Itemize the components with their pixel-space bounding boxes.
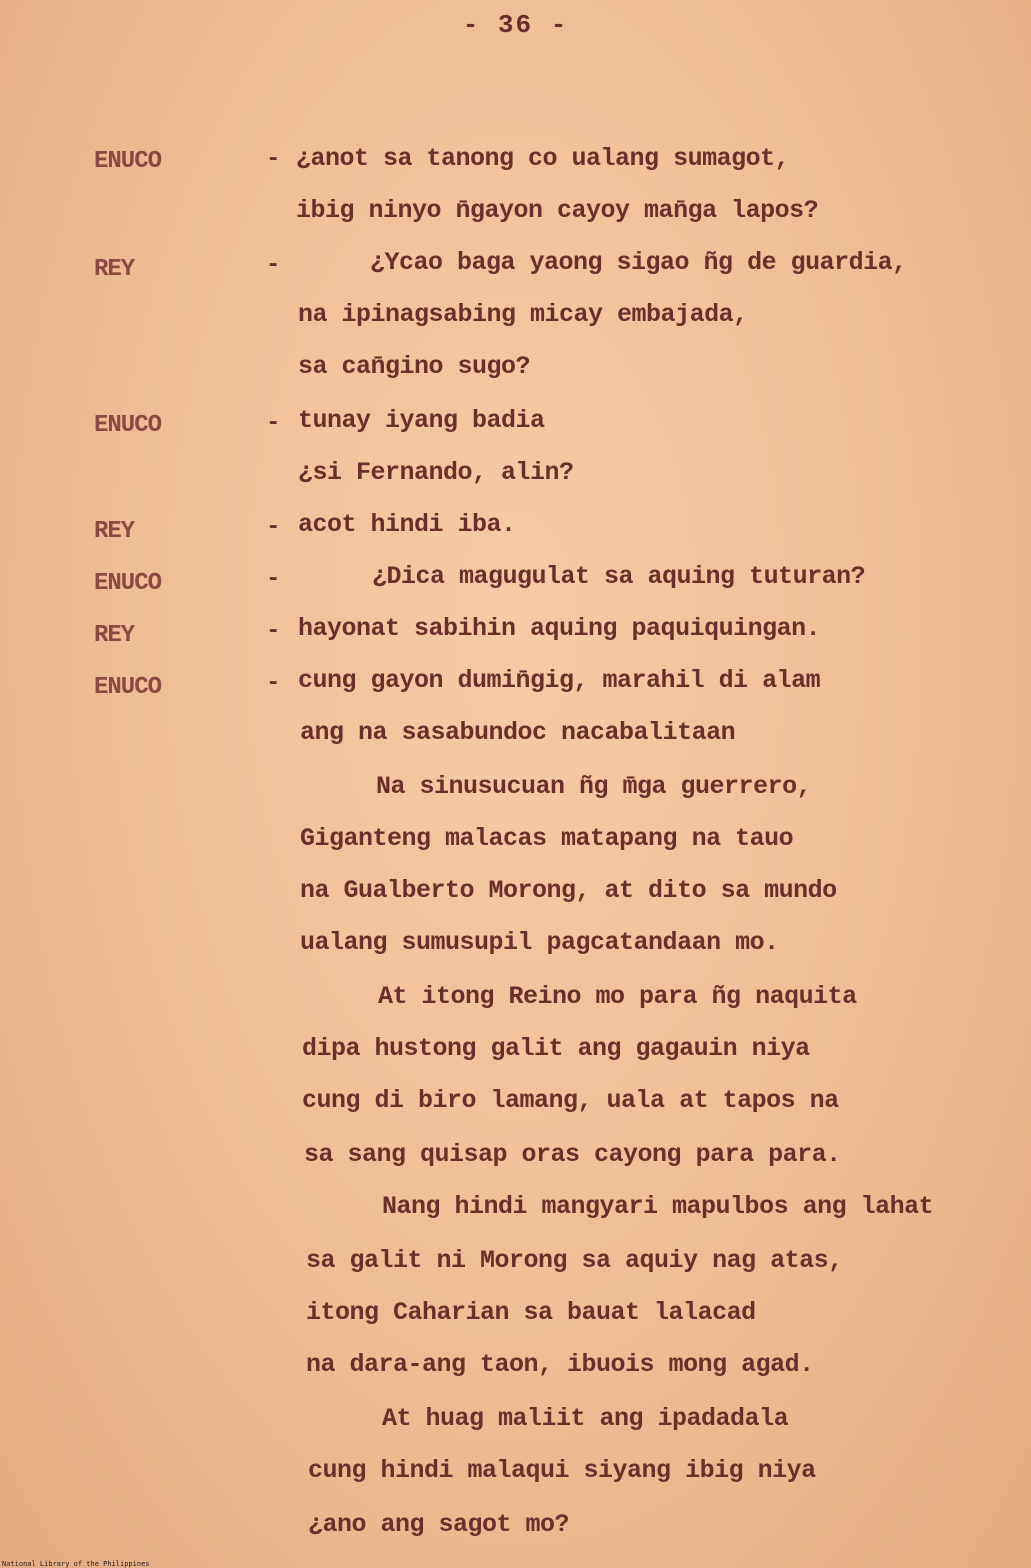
verse-line: cung gayon dumin̄gig, marahil di alam <box>298 666 821 695</box>
verse-line: ¿ano ang sagot mo? <box>308 1510 570 1539</box>
page-number: - 36 - <box>462 10 569 40</box>
verse-line: acot hindi iba. <box>298 510 516 539</box>
speaker-label: REY <box>94 622 135 649</box>
speaker-label: ENUCO <box>94 412 162 439</box>
verse-line: sa galit ni Morong sa aquiy nag atas, <box>306 1246 843 1275</box>
verse-line: na dara-ang taon, ibuois mong agad. <box>306 1350 814 1379</box>
speaker-label: REY <box>94 518 135 545</box>
dialogue-dash: - <box>266 566 281 593</box>
verse-line: hayonat sabihin aquing paquiquingan. <box>298 614 821 643</box>
dialogue-dash: - <box>266 252 281 279</box>
verse-line: dipa hustong galit ang gagauin niya <box>302 1034 810 1063</box>
verse-line: ¿Ycao baga yaong sigao ñg de guardia, <box>370 248 907 277</box>
verse-line: ibig ninyo n̄gayon cayoy man̄ga lapos? <box>296 196 819 225</box>
verse-line: cung hindi malaqui siyang ibig niya <box>308 1456 816 1485</box>
dialogue-dash: - <box>266 618 281 645</box>
verse-line: ¿anot sa tanong co ualang sumagot, <box>296 144 790 173</box>
verse-line: cung di biro lamang, uala at tapos na <box>302 1086 839 1115</box>
verse-line: na Gualberto Morong, at dito sa mundo <box>300 876 837 905</box>
verse-line: na ipinagsabing micay embajada, <box>298 300 748 329</box>
verse-line: ¿Dica magugulat sa aquing tuturan? <box>372 562 866 591</box>
dialogue-dash: - <box>266 410 281 437</box>
speaker-label: ENUCO <box>94 674 162 701</box>
speaker-label: ENUCO <box>94 148 162 175</box>
verse-line: At itong Reino mo para ñg naquita <box>378 982 857 1011</box>
speaker-label: REY <box>94 256 135 283</box>
verse-line: ¿si Fernando, alin? <box>298 458 574 487</box>
verse-line: ualang sumusupil pagcatandaan mo. <box>300 928 779 957</box>
verse-line: At huag maliit ang ipadadala <box>382 1404 789 1433</box>
verse-line: Giganteng malacas matapang na tauo <box>300 824 794 853</box>
speaker-label: ENUCO <box>94 570 162 597</box>
verse-line: tunay iyang badia <box>298 406 545 435</box>
verse-line: Na sinusucuan ñg m̄ga guerrero, <box>376 772 812 801</box>
verse-line: itong Caharian sa bauat lalacad <box>306 1298 756 1327</box>
verse-line: sa can̄gino sugo? <box>298 352 531 381</box>
verse-line: ang na sasabundoc nacabalitaan <box>300 718 736 747</box>
dialogue-dash: - <box>266 514 281 541</box>
library-credit: National Library of the Philippines <box>2 1560 150 1568</box>
verse-line: Nang hindi mangyari mapulbos ang lahat <box>382 1192 934 1221</box>
dialogue-dash: - <box>266 670 281 697</box>
dialogue-dash: - <box>266 146 281 173</box>
verse-line: sa sang quisap oras cayong para para. <box>304 1140 841 1169</box>
